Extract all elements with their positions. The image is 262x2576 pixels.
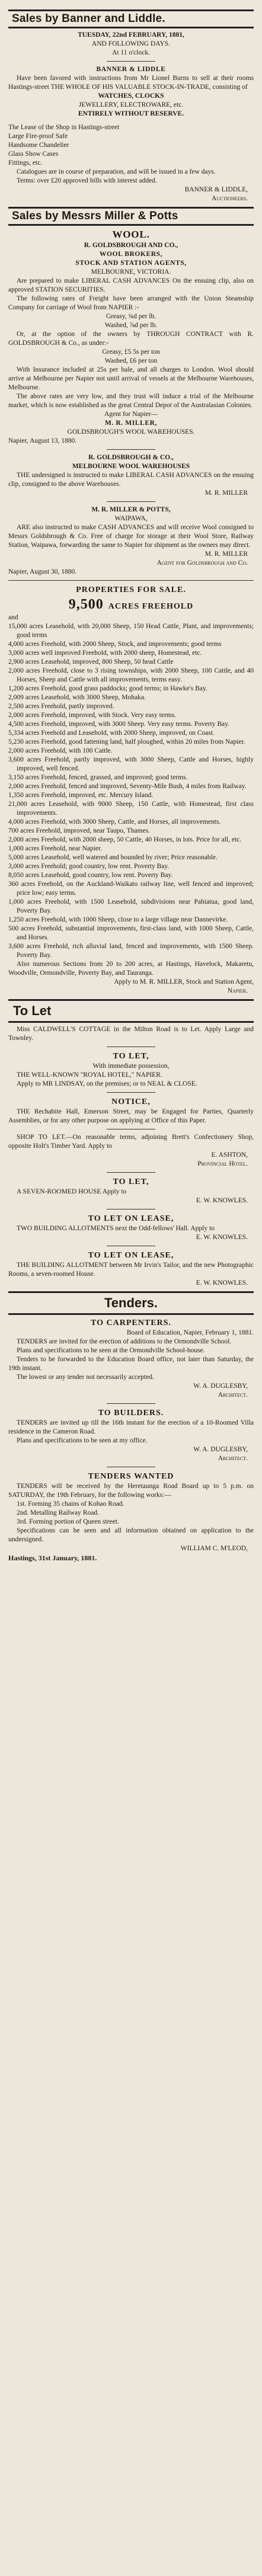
properties-headline — [8, 596, 254, 613]
property-listing: 500 acres Freehold, substantial improvements, first-class land, with 1000 Sheep, Cattle, and Horses. — [8, 925, 254, 941]
sale-time: At 11 o'clock. — [112, 49, 150, 56]
tender-heading: TENDERS WANTED — [88, 1472, 174, 1481]
property-listing: 700 acres Freehold, improved, near Taupo, Thames. — [8, 827, 150, 834]
firm-place: WAIPAWA, — [114, 515, 148, 522]
wool-paragraph: Are prepared to make LIBERAL CASH ADVANCES On the ensuing clip, also on approved STATION SECURITIES. — [8, 277, 254, 293]
properties-acres-text: ACRES FREEHOLD — [108, 602, 194, 611]
to-let-body: A SEVEN-ROOMED HOUSE Apply to — [17, 1188, 127, 1195]
property-listing: 2,900 acres Leasehold, improved, 800 Sheep, 50 head Cattle — [8, 658, 174, 665]
divider — [107, 449, 156, 450]
catalogue-note: Catalogues are in course of preparation, and will be issued in a few days. — [17, 168, 216, 175]
signature: W. A. DUGLESBY, — [193, 1383, 248, 1390]
property-listing: 15,000 acres Leasehold, with 20,000 Sheep, 150 Head Cattle, Plant, and improvements; good terms — [8, 623, 254, 639]
property-listing: 8,050 acres Leasehold, good country, low rent. Poverty Bay. — [8, 872, 173, 879]
freight-rate: Washed, ⅞d per lb. — [104, 322, 158, 329]
firm-place: MELBOURNE, VICTORIA. — [91, 268, 171, 276]
tender-paragraph: Tenders to be forwarded to the Education Board office, not later than Saturday, the 19th instant. — [8, 1356, 254, 1372]
divider — [107, 61, 156, 62]
signature-title: Auctioneers. — [212, 195, 248, 202]
property-listing: 1,250 acres Freehold, with 1000 Sheep, close to a large village near Dannevirke. — [8, 916, 228, 923]
to-let-body: THE BUILDING ALLOTMENT between Mr Irvin's Tailor, and the new Photographic Rooms, a seven-roomed House. — [8, 1262, 254, 1278]
signature: E. ASHTON, — [211, 1151, 248, 1159]
firm-name: R. GOLDSBROUGH & CO., — [88, 454, 174, 461]
tender-heading: TO CARPENTERS. — [91, 1319, 171, 1327]
property-listing: 2,000 acres Freehold, with 2000 sheep, 50 Cattle, 40 Horses, in lots. Price for all, etc. — [8, 836, 242, 843]
signature: W. A. DUGLESBY, — [193, 1446, 248, 1453]
tender-date: Hastings, 31st January, 1881. — [8, 1554, 97, 1562]
wool-heading: WOOL. — [112, 229, 150, 240]
property-listing: 1,200 acres Freehold, good grass paddocks; good terms; in Hawke's Bay. — [8, 685, 207, 692]
signature-title: Provincial Hotel. — [197, 1160, 248, 1167]
divider — [107, 1403, 156, 1404]
property-listing: 5,230 acres Freehold, good fattening land, half ploughed, within 20 miles from Napier. — [8, 738, 245, 745]
tender-paragraph: Specifications can be seen and all information obtained on application to the undersigned. — [8, 1527, 254, 1543]
property-listing: 2,009 acres Leasehold, with 3000 Sheep, Mohaka. — [8, 694, 146, 701]
agent-address: GOLDSBROUGH'S WOOL WAREHOUSES. — [67, 428, 195, 436]
signature: E. W. KNOWLES. — [196, 1279, 248, 1287]
tender-paragraph: The lowest or any tender not necessarily accepted. — [17, 1374, 154, 1381]
property-listing: 4,000 acres Freehold, with 2000 Sheep, Stock, and improvements; good terms — [8, 641, 222, 648]
tender-paragraph: Plans and specifications to be seen at my office. — [17, 1437, 148, 1444]
section-heading-tenders: Tenders. — [8, 1291, 254, 1315]
agent-name: M. R. MILLER, — [105, 420, 157, 427]
stock-item-1: WATCHES, CLOCKS — [98, 92, 164, 100]
property-listing: 3,600 acres Freehold, partly improved, with 3000 Sheep, Cattle and Horses, highly improved, well fenced. — [8, 756, 254, 772]
reserve-notice: ENTIRELY WITHOUT RESERVE. — [78, 110, 184, 117]
section-heading-banner-liddle: Sales by Banner and Liddle. — [8, 9, 254, 28]
property-listing: 3,150 acres Freehold, fenced, grassed, and improved; good terms. — [8, 774, 188, 781]
tender-item: 1st. Forming 35 chains of Kohao Road. — [17, 1500, 124, 1508]
tender-paragraph: TENDERS will be received by the Heretaunga Road Board up to 5 p.m. on SATURDAY, the 19th February, for the following works:— — [8, 1483, 254, 1499]
property-listing: 1,000 acres Freehold, with 1500 Leasehold, subdivisions near Pahiatua, good land, Poverty Bay. — [8, 898, 254, 914]
tender-item: 3rd. Forming portion of Queen street. — [17, 1518, 119, 1525]
property-listing: 21,000 acres Leasehold, with 9000 Sheep, 150 Cattle, with Homestead, first class improvements. — [8, 801, 254, 817]
properties-list — [8, 622, 254, 960]
property-listing: 5,000 acres Leasehold, well watered and bounded by river; Price reasonable. — [8, 854, 218, 861]
to-let-body: THE WELL-KNOWN "ROYAL HOTEL," NAPIER. — [17, 1071, 162, 1079]
divider — [107, 501, 156, 502]
freight-rate: Washed, £6 per ton — [104, 357, 158, 364]
to-let-ad: Miss CALDWELL'S COTTAGE in the Milton Road is to Let. Apply Large and Townley. — [8, 1026, 254, 1042]
freight-rate: Greasy, ¾d per lb. — [106, 313, 156, 320]
property-listing: 360 acres Freehold, on the Auckland-Waikato railway line, well fenced and improved; price low; easy terms. — [8, 881, 254, 897]
section-heading-to-let: To Let — [8, 999, 254, 1023]
ad-date: Napier, August 30, 1880. — [8, 568, 77, 575]
tender-sub: Board of Education, Napier, February 1, 1881. — [126, 1329, 254, 1336]
to-let-heading: TO LET, — [113, 1177, 149, 1186]
to-let-heading: TO LET ON LEASE, — [88, 1251, 174, 1260]
shop-ad: SHOP TO LET.—On reasonable terms, adjoining Brett's Confectionery Shop, opposite Holt's Timber Yard. Apply to — [8, 1134, 254, 1150]
wool-paragraph: With Insurance included at 25s per bale, and all charges to London. Wool should arrive at Melbourne per Napier not until arrival of vessels at the Melbourne Warehouses, Melbourne. — [8, 366, 254, 391]
ad-date: Napier, August 13, 1880. — [8, 437, 77, 444]
property-listing: 4,500 acres Freehold, improved, with 3000 Sheep. Very easy terms. Poverty Bay. — [8, 721, 230, 728]
divider — [107, 1172, 156, 1173]
signature: E. W. KNOWLES. — [196, 1197, 248, 1204]
wool-paragraph: THE undersigned is instructed to make LIBERAL CASH ADVANCES on the ensuing clip, consigned to the above Warehouses. — [8, 472, 254, 488]
to-let-apply: Apply to MR LINDSAY, on the premises; or to NEAL & CLOSE. — [17, 1080, 197, 1087]
properties-heading: PROPERTIES FOR SALE. — [76, 585, 186, 594]
signature: BANNER & LIDDLE, — [184, 186, 248, 193]
property-listing: 3,000 acres well improved Freehold, with 2000 sheep, Homestead, etc. — [8, 649, 202, 657]
property-listing: 2,500 acres Freehold, partly improved. — [8, 703, 114, 710]
property-listing: 2,000 acres Freehold, close to 3 rising townships, with 2000 Sheep, 100 Cattle, and 40 Horses, Sheep and Cattle with all improvements, terms easy. — [8, 667, 254, 683]
freight-rate: Greasy, £5 5s per ton — [102, 348, 160, 356]
firm-sub: STOCK AND STATION AGENTS, — [75, 260, 187, 267]
properties-apply-place: Napier. — [227, 987, 248, 994]
divider — [107, 1092, 156, 1093]
signature: M. R. MILLER — [205, 489, 248, 497]
also-item: Large Fire-proof Safe — [8, 133, 68, 140]
signature-title: Agent for Goldsbrough and Co. — [156, 559, 248, 567]
property-listing: 3,000 acres Freehold; good country, low rent. Poverty Bay. — [8, 863, 170, 870]
terms-note: Terms: over £20 approved bills with interest added. — [17, 177, 157, 184]
properties-and: and — [8, 614, 18, 621]
property-listing: 1,350 acres Freehold, improved, etc. Mercury Island. — [8, 792, 154, 799]
also-item: Handsome Chandelier — [8, 142, 69, 149]
sale-body: Have been favored with instructions from Mr Lionel Burns to sell at their rooms Hastings-street THE WHOLE OF HIS VALUABLE STOCK-IN-TRADE, consisting of — [8, 75, 254, 91]
sale-date: TUESDAY, 22nd FEBRUARY, 1881, — [78, 31, 184, 39]
wool-paragraph: ARE also instructed to make CASH ADVANCES and will receive Wool consigned to Messrs Goldsbrough & Co. Free of charge for storage at their Wool Store, Railway Station, Waipawa, forwarding the same to Napier for shipment as the owners may direct. — [8, 524, 254, 549]
to-let-body: TWO BUILDING ALLOTMENTS next the Odd-fellows' Hall. Apply to — [17, 1225, 215, 1232]
wool-paragraph: Or, at the option of the owners by THROUGH CONTRACT with R. GOLDSBROUGH & Co., as under:- — [8, 331, 254, 347]
property-listing: 2,000 acres Freehold, fenced and improved, Seventy-Mile Bush, 4 miles from Railway. — [8, 783, 247, 790]
agent-label: Agent for Napier— — [104, 411, 158, 418]
property-listing: 4,000 acres Freehold, with 3000 Sheep, Cattle, and Horses, all improvements. — [8, 818, 221, 825]
tender-paragraph: Plans and specifications to be seen at the Ormondville School-house. — [17, 1347, 205, 1354]
signature-title: Architect. — [218, 1391, 248, 1399]
tender-paragraph: TENDERS are invited for the erection of additions to the Ormondville School. — [17, 1338, 232, 1345]
property-listing: 2,000 acres Freehold, improved, with Stock. Very easy terms. — [8, 712, 177, 719]
tender-heading: TO BUILDERS. — [98, 1409, 164, 1417]
signature-title: Architect. — [218, 1455, 248, 1462]
properties-acres-number: 9,500 — [68, 597, 104, 612]
firm-sub: MELBOURNE WOOL WAREHOUSES — [72, 463, 190, 470]
signature: WILLIAM C. M'LEOD, — [180, 1545, 248, 1552]
property-listing: 2,000 acres Freehold, with 100 Cattle. — [8, 747, 113, 754]
property-listing: 3,600 acres Freehold, rich alluvial land, fenced and improvements, with 1500 Sheep. Poverty Bay. — [8, 943, 254, 959]
sale-following: AND FOLLOWING DAYS. — [91, 40, 171, 47]
section-heading-miller-potts: Sales by Messrs Miller & Potts — [8, 207, 254, 226]
wool-paragraph: The following rates of Freight have been arranged with the Union Steamship Company for carriage of Wool from NAPIER :- — [8, 295, 254, 311]
firm-name: BANNER & LIDDLE — [96, 66, 166, 73]
also-item: Fittings, etc. — [8, 159, 43, 167]
tender-item: 2nd. Metalling Railway Road. — [17, 1509, 99, 1516]
wool-paragraph: The above rates are very low, and they trust will induce a trial of the Melbourne market, which is now established as the great Central Depot of the Australasian Colonies. — [8, 393, 254, 409]
property-listing: 5,334 acres Freehold and Leasehold, with 2000 Sheep, improved, on Coast. — [8, 729, 215, 737]
newspaper-column — [8, 6, 254, 1563]
firm-name: M. R. MILLER & POTTS, — [91, 506, 171, 513]
properties-apply: Apply to M. R. MILLER, Stock and Station Agent, — [114, 978, 254, 985]
signature: E. W. KNOWLES. — [196, 1234, 248, 1241]
stock-item-2: JEWELLERY, ELECTROWARE, etc. — [78, 101, 184, 108]
properties-closing: Also numerous Sections from 20 to 200 acres, at Hastings, Havelock, Makaretu, Woodville, Ormondville, Poverty Bay, and Tauranga. — [8, 961, 254, 977]
to-let-sub: With immediate possession, — [92, 1063, 170, 1070]
also-item: Glass Show Cases — [8, 151, 59, 158]
tender-paragraph: TENDERS are invited up till the 16th instant for the erection of a 10-Roomed Villa residence in the Cameron Road. — [8, 1419, 254, 1435]
firm-sub: WOOL BROKERS, — [99, 251, 163, 258]
notice-heading: NOTICE, — [111, 1097, 151, 1106]
to-let-heading: TO LET, — [113, 1052, 149, 1061]
signature: M. R. MILLER — [205, 551, 248, 558]
divider — [8, 580, 254, 581]
also-item: The Lease of the Shop in Hastings-street — [8, 124, 120, 131]
firm-name: R. GOLDSBROUGH AND CO., — [84, 242, 178, 249]
notice-body: THE Rechabite Hall, Emerson Street, may be Engaged for Parties, Quarterly Assemblies, or for any other purpose on applying at Office of this Paper. — [8, 1108, 254, 1124]
to-let-heading: TO LET ON LEASE, — [88, 1214, 174, 1223]
property-listing: 1,000 acres Freehold, near Napier. — [8, 845, 103, 852]
